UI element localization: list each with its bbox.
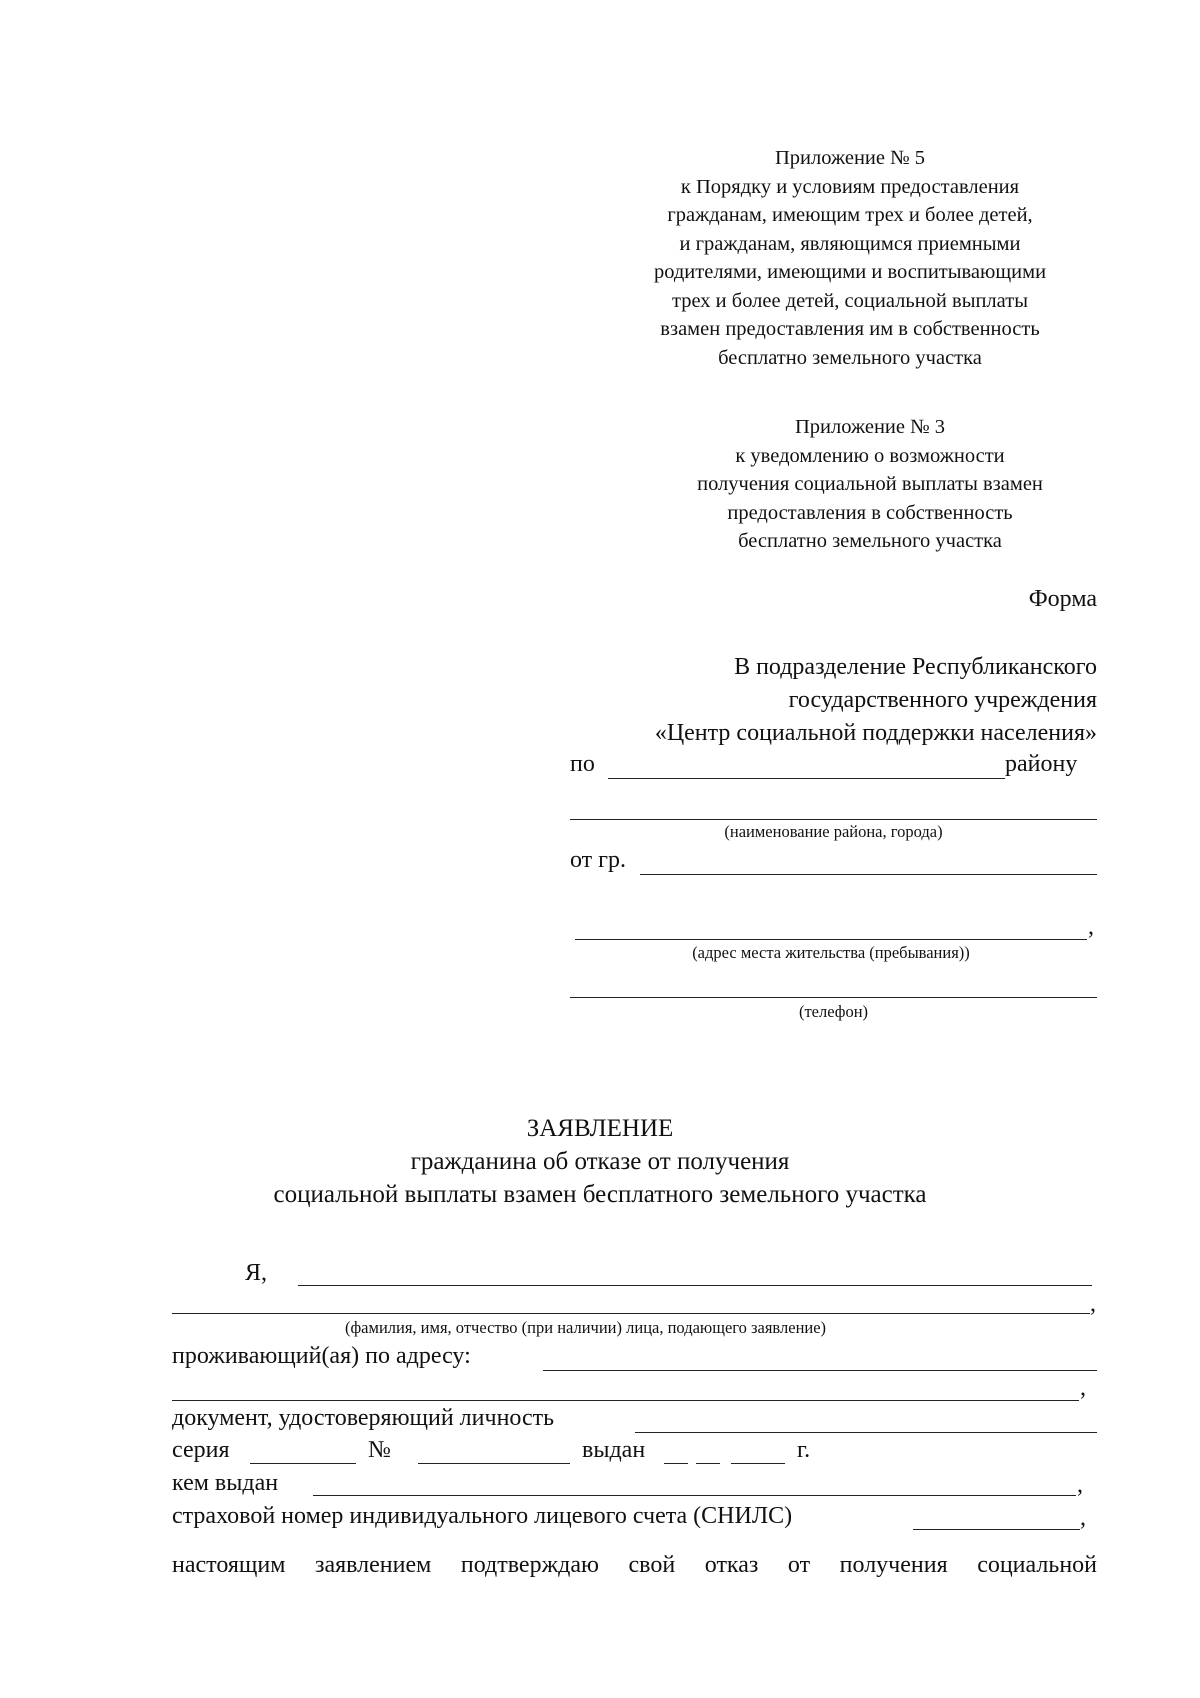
- snils-comma: ,: [1080, 1505, 1086, 1531]
- appendix-5-line: трех и более детей, социальной выплаты: [672, 289, 1028, 312]
- appendix-3-line: предоставления в собственность: [727, 501, 1013, 524]
- ya-label: Я,: [245, 1260, 268, 1286]
- appendix-3-header: [640, 413, 1100, 556]
- year-suffix: г.: [797, 1437, 811, 1463]
- issued-label: выдан: [582, 1437, 646, 1463]
- addressee-block: [540, 651, 1097, 750]
- address-comma: ,: [1088, 914, 1094, 940]
- snils-field[interactable]: [913, 1529, 1080, 1530]
- series-field[interactable]: [250, 1463, 356, 1464]
- appendix-3-line: Приложение № 3: [794, 416, 946, 438]
- appendix-5-line: гражданам, имеющим трех и более детей,: [667, 204, 1033, 226]
- appendix-5-line: взамен предоставления им в собственность: [660, 318, 1040, 340]
- residing-comma: ,: [1080, 1375, 1086, 1401]
- number-sign: №: [368, 1437, 391, 1463]
- appendix-3-line: к уведомлению о возможности: [735, 444, 1005, 467]
- residing-label: проживающий(ая) по адресу:: [172, 1343, 471, 1369]
- addressee-line: «Центр социальной поддержки населения»: [654, 720, 1097, 746]
- from-citizen-label: от гр.: [570, 847, 627, 873]
- address-caption: (адрес места жительства (пребывания)): [692, 943, 970, 962]
- title-line: гражданина об отказе от получения: [410, 1148, 790, 1175]
- district-field[interactable]: [608, 778, 1005, 779]
- issued-by-comma: ,: [1077, 1472, 1083, 1498]
- statement-title: [230, 1112, 970, 1211]
- appendix-5-line: к Порядку и условиям предоставления: [680, 175, 1020, 198]
- district-caption: (наименование района, города): [724, 822, 943, 841]
- title-line: ЗАЯВЛЕНИЕ: [526, 1115, 674, 1142]
- appendix-5-line: бесплатно земельного участка: [718, 346, 982, 369]
- form-label: Форма: [1028, 586, 1097, 612]
- po-label: по: [570, 751, 595, 777]
- id-document-field[interactable]: [635, 1432, 1097, 1433]
- addressee-line: В подразделение Республиканского: [734, 654, 1097, 680]
- address-field[interactable]: [575, 939, 1087, 940]
- appendix-5-header: [600, 144, 1100, 372]
- fio-caption: (фамилия, имя, отчество (при наличии) лица, подающего заявление): [345, 1318, 827, 1337]
- number-field[interactable]: [418, 1463, 570, 1464]
- citizen-name-field[interactable]: [640, 874, 1097, 875]
- id-document-label: документ, удостоверяющий личность: [172, 1405, 555, 1431]
- issued-by-label: кем выдан: [172, 1470, 279, 1496]
- issue-month-field[interactable]: [696, 1463, 720, 1464]
- phone-caption: (телефон): [798, 1002, 869, 1021]
- appendix-5-line: Приложение № 5: [774, 147, 926, 169]
- residing-address-field-1[interactable]: [543, 1370, 1097, 1371]
- issue-year-field[interactable]: [731, 1463, 785, 1464]
- issue-day-field[interactable]: [664, 1463, 688, 1464]
- residing-address-field-2[interactable]: [172, 1400, 1079, 1401]
- district-name-field[interactable]: [570, 819, 1097, 820]
- applicant-name-field-2[interactable]: [172, 1313, 1090, 1314]
- appendix-5-line: родителями, имеющими и воспитывающими: [653, 261, 1047, 283]
- series-label: серия: [172, 1437, 230, 1463]
- confirmation-text: настоящим заявлением подтверждаю свой отказ от получения социальной: [172, 1552, 1097, 1578]
- title-line: социальной выплаты взамен бесплатного земельного участка: [273, 1181, 927, 1208]
- issued-by-field[interactable]: [313, 1495, 1076, 1496]
- appendix-5-line: и гражданам, являющимся приемными: [679, 232, 1021, 255]
- appendix-3-line: бесплатно земельного участка: [738, 530, 1002, 552]
- applicant-name-field-1[interactable]: [298, 1285, 1092, 1286]
- appendix-3-line: получения социальной выплаты взамен: [697, 473, 1043, 495]
- phone-field[interactable]: [570, 997, 1097, 998]
- fio-comma: ,: [1090, 1291, 1096, 1317]
- snils-label: страховой номер индивидуального лицевого счета (СНИЛС): [172, 1503, 793, 1529]
- addressee-line: государственного учреждения: [788, 687, 1097, 713]
- rayonu-label: району: [1005, 751, 1078, 777]
